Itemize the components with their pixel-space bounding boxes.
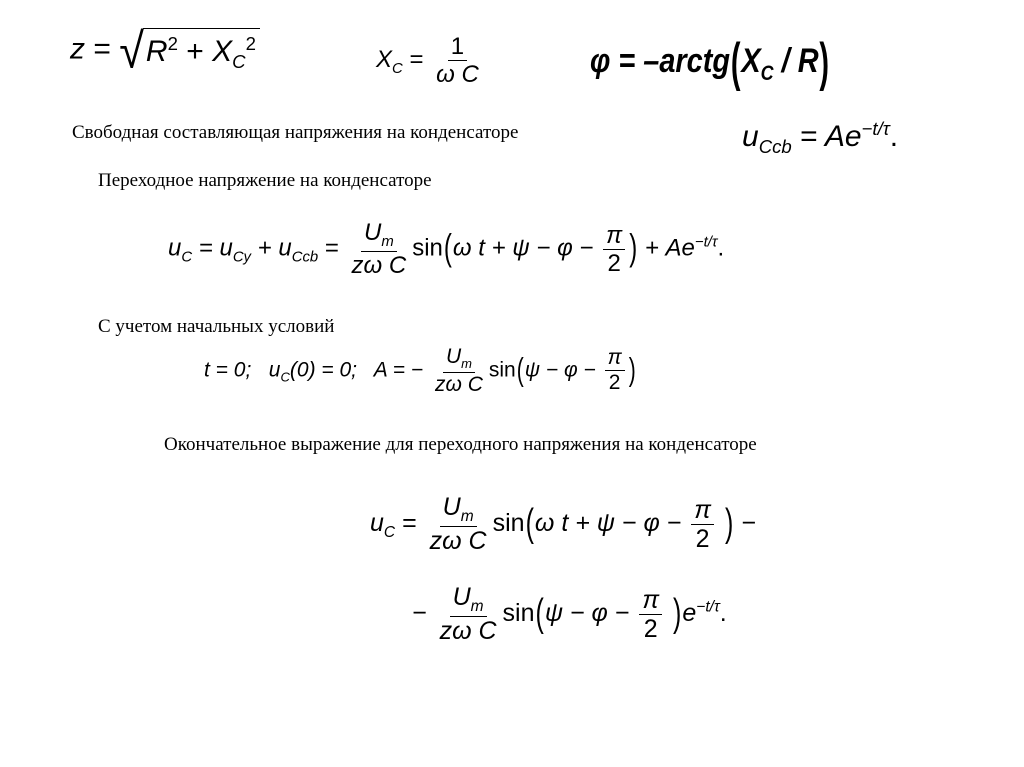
formula-impedance bbox=[70, 22, 260, 79]
sqrt bbox=[119, 22, 260, 79]
caption-final-expression: Окончательное выражение для переходного напряжения на конденсаторе bbox=[164, 434, 757, 455]
impedance-lhs: z bbox=[70, 32, 85, 66]
caption-initial-conditions: С учетом начальных условий bbox=[98, 316, 335, 337]
formula-free-voltage: $u_{Ccb} = Ae^{-t/\tau}$. bbox=[742, 118, 899, 157]
formula-initial: t = 0; $u_C(0) = 0$; A = − $\frac{U_m}{\text{zω C}}$ sin(ψ − φ − $\frac{\pi}{2}$ ) bbox=[204, 345, 636, 396]
radicand: $R^2 + X_C^2$ bbox=[143, 28, 260, 73]
caption-transient-voltage: Переходное напряжение на конденсаторе bbox=[98, 170, 432, 191]
formula-phase: $\varphi = -arctg(X_C / R)$ bbox=[590, 32, 830, 92]
formula-final-line1: $u_C$ = $\frac{U_m}{\text{zω C}}$ sin(ω t + ψ − φ − $\frac{\pi}{2}$ ) − bbox=[370, 493, 756, 556]
impedance-eq: = bbox=[93, 32, 111, 66]
caption-free-component: Свободная составляющая напряжения на конденсаторе bbox=[72, 122, 519, 143]
reactance-fraction: $\frac{1}{\text{ω C}}$ bbox=[436, 33, 479, 89]
formula-reactance: $X_C$ = $\frac{1}{\text{ω C}}$ bbox=[376, 34, 485, 87]
radical-sign-icon: √ bbox=[119, 22, 144, 79]
formula-final-line2: − $\frac{U_m}{\text{zω C}}$ sin(ψ − φ − $\frac{\pi}{2}$ )$e^{-t/\tau}$. bbox=[412, 583, 727, 646]
formula-transient: $u_C = u_{Cy} + u_{Ccb}$ = $\frac{U_m}{\text{zω C}}$ sin(ω t + ψ − φ − $\frac{\pi}{2}$ ) + $Ae^{-t/\tau}$. bbox=[168, 219, 725, 280]
